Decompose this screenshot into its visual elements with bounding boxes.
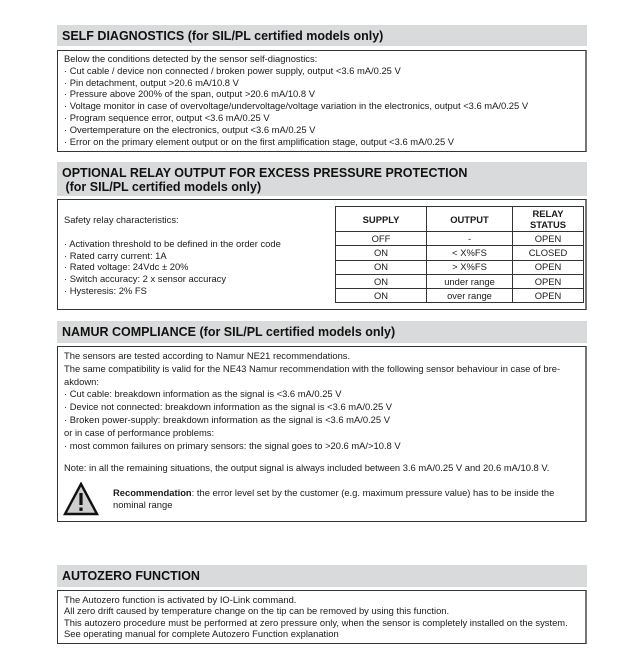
table-row	[336, 260, 584, 274]
diagnostic-item: · Program sequence error, output <3.6 mA/0.25 V	[64, 111, 270, 123]
diagnostic-item: · Error on the primary element output or on the first amplification stage, output <3.6 mA/0.25 V	[64, 135, 455, 147]
autozero-line: This autozero procedure must be performed at zero pressure only, when the sensor is completely installed on the system.	[64, 616, 568, 628]
cell-supply: ON	[336, 274, 427, 288]
table-header-row	[336, 207, 584, 232]
namur-line: · Broken power-supply: breakdown information as the signal is <3.6 mA/0.25 V	[64, 413, 390, 425]
cell-relay-status: OPEN	[513, 289, 584, 303]
diagnostic-item: · Overtemperature on the electronics, output <3.6 mA/0.25 V	[64, 123, 316, 135]
namur-line: The same compatibility is valid for the NE43 Namur recommendation with the following sensor behaviour in case of bre-	[64, 362, 561, 374]
table-row	[336, 246, 584, 260]
cell-relay-status: OPEN	[513, 232, 584, 246]
cell-relay-status: OPEN	[513, 274, 584, 288]
relay-item: · Activation threshold to be defined in the order code	[64, 237, 281, 249]
diagnostic-item: · Pin detachment, output >20.6 mA/10.8 V	[64, 76, 239, 88]
self-diagnostics-heading: SELF DIAGNOSTICS (for SIL/PL certified models only)	[57, 25, 587, 46]
diagnostic-item: · Pressure above 200% of the span, output >20.6 mA/10.8 V	[64, 88, 315, 100]
autozero-line: The Autozero function is activated by IO-Link command.	[64, 594, 297, 605]
table-row	[336, 274, 584, 288]
cell-relay-status: OPEN	[513, 260, 584, 274]
relay-heading	[57, 162, 587, 196]
relay-item: · Rated voltage: 24Vdc ± 20%	[64, 261, 189, 273]
namur-line: · Cut cable: breakdown information as the signal is <3.6 mA/0.25 V	[64, 388, 342, 400]
autozero-line: All zero drift caused by temperature change on the tip can be removed by using this function.	[64, 605, 450, 617]
relay-header-line1: RELAY	[532, 208, 564, 219]
relay-heading-line1: OPTIONAL RELAY OUTPUT FOR EXCESS PRESSURE PROTECTION	[62, 166, 468, 180]
table-row	[336, 232, 584, 246]
cell-supply: OFF	[336, 232, 427, 246]
cell-supply: ON	[336, 246, 427, 260]
cell-relay-status: CLOSED	[513, 246, 584, 260]
column-header-supply: SUPPLY	[336, 207, 427, 232]
warning-triangle-icon	[63, 482, 99, 516]
relay-item: · Hysteresis: 2% FS	[64, 284, 147, 296]
relay-box	[57, 199, 587, 310]
autozero-box	[57, 590, 587, 644]
relay-heading-line2: (for SIL/PL certified models only)	[62, 180, 262, 194]
namur-heading: NAMUR COMPLIANCE (for SIL/PL certified models only)	[57, 321, 587, 343]
self-diagnostics-intro: Below the conditions detected by the sensor self-diagnostics:	[64, 53, 318, 64]
namur-line: The sensors are tested according to Namur NE21 recommendations.	[64, 350, 351, 361]
cell-output: -	[427, 232, 513, 246]
autozero-line: See operating manual for complete Autozero Function explanation	[64, 628, 339, 640]
cell-supply: ON	[336, 289, 427, 303]
recommendation-label: Recommendation	[113, 487, 192, 498]
autozero-heading: AUTOZERO FUNCTION	[57, 565, 587, 587]
cell-output: under range	[427, 274, 513, 288]
column-header-output: OUTPUT	[427, 207, 513, 232]
relay-header-line2: STATUS	[529, 219, 567, 230]
relay-item: · Rated carry current: 1A	[64, 249, 167, 261]
column-header-relay-status	[513, 207, 584, 232]
namur-box	[57, 346, 587, 522]
cell-output: over range	[427, 289, 513, 303]
diagnostic-item: · Voltage monitor in case of overvoltage/undervoltage/voltage variation in the electronics, output <3.6 mA/0.25 V	[64, 100, 529, 112]
recommendation-body: : the error level set by the customer (e.g. maximum pressure value) has to be inside the nominal range	[113, 487, 555, 510]
recommendation-text	[113, 487, 573, 510]
namur-line: · most common failures on primary sensors: the signal goes to >20.6 mA/>10.8 V	[64, 439, 401, 451]
cell-output: > X%FS	[427, 260, 513, 274]
self-diagnostics-box	[57, 50, 587, 152]
diagnostic-item: · Cut cable / device non connected / broken power supply, output <3.6 mA/0.25 V	[64, 64, 401, 76]
relay-intro: Safety relay characteristics:	[64, 214, 179, 225]
relay-item: · Switch accuracy: 2 x sensor accuracy	[64, 273, 227, 285]
relay-status-table	[335, 206, 584, 303]
namur-line: akdown:	[64, 375, 99, 387]
table-row	[336, 289, 584, 303]
namur-note: Note: in all the remaining situations, the output signal is always included between 3.6 mA/0.25 V and 20.6 mA/10.8 V.	[64, 462, 550, 474]
cell-supply: ON	[336, 260, 427, 274]
cell-output: < X%FS	[427, 246, 513, 260]
namur-line: or in case of performance problems:	[64, 426, 215, 438]
namur-line: · Device not connected: breakdown information as the signal is <3.6 mA/0.25 V	[64, 401, 393, 413]
